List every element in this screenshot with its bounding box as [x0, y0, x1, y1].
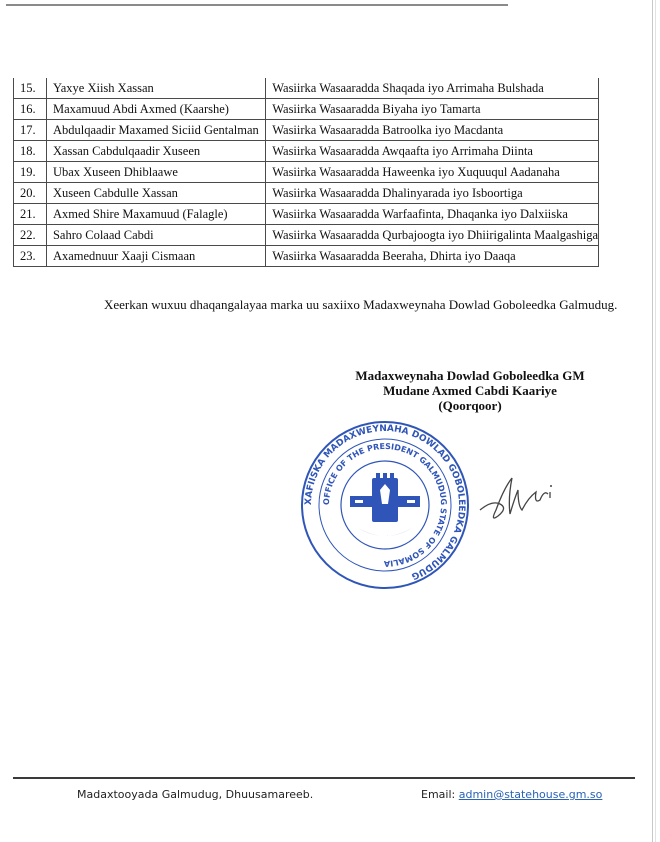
seal-inner-text: OFFICE OF THE PRESIDENT GALMUDUG STATE OF SOMALIA — [321, 441, 449, 569]
row-number: 22. — [14, 225, 47, 246]
table-row — [14, 78, 599, 99]
official-seal — [300, 420, 470, 590]
minister-name: Abdulqaadir Maxamed Siciid Gentalman — [46, 120, 265, 141]
signatory-nickname: (Qoorqoor) — [438, 398, 502, 413]
ministry-title: Wasiirka Wasaaradda Dhalinyarada iyo Isboortiga — [266, 183, 599, 204]
ministry-title: Wasiirka Wasaaradda Biyaha iyo Tamarta — [266, 99, 599, 120]
page-edge — [652, 0, 653, 842]
minister-name: Axamednuur Xaaji Cismaan — [46, 246, 265, 267]
ministry-title: Wasiirka Wasaaradda Haweenka iyo Xuquuqul Aadanaha — [266, 162, 599, 183]
ministry-title: Wasiirka Wasaaradda Awqaafta iyo Arrimaha Diinta — [266, 141, 599, 162]
handwritten-signature-icon — [478, 470, 568, 530]
ministry-title: Wasiirka Wasaaradda Shaqada iyo Arrimaha Bulshada — [266, 78, 599, 99]
ministry-title: Wasiirka Wasaaradda Beeraha, Dhirta iyo Daaqa — [266, 246, 599, 267]
row-number: 21. — [14, 204, 47, 225]
table-row — [14, 246, 599, 267]
table-row — [14, 120, 599, 141]
minister-name: Axmed Shire Maxamuud (Falagle) — [46, 204, 265, 225]
footer-address: Madaxtooyada Galmudug, Dhuusamareeb. — [77, 788, 314, 801]
row-number: 23. — [14, 246, 47, 267]
ministry-title: Wasiirka Wasaaradda Batroolka iyo Macdanta — [266, 120, 599, 141]
footer-contact — [421, 788, 602, 801]
signatory-block — [340, 368, 600, 413]
signatory-name: Mudane Axmed Cabdi Kaariye — [383, 383, 557, 398]
row-number: 19. — [14, 162, 47, 183]
row-number: 20. — [14, 183, 47, 204]
table-row — [14, 204, 599, 225]
ministry-title: Wasiirka Wasaaradda Qurbajoogta iyo Dhiirigalinta Maalgashiga — [266, 225, 599, 246]
seal-outer-text: XAFIISKA MADAXWEYNAHA DOWLAD GOBOLEEDKA GALMUDUG — [303, 423, 467, 581]
row-number: 18. — [14, 141, 47, 162]
footer-divider — [13, 777, 635, 779]
page-edge — [655, 0, 656, 842]
minister-name: Xuseen Cabdulle Xassan — [46, 183, 265, 204]
row-number: 16. — [14, 99, 47, 120]
row-number: 17. — [14, 120, 47, 141]
page-edge — [6, 4, 508, 6]
table-row — [14, 99, 599, 120]
seal-emblem-icon — [300, 420, 470, 590]
minister-name: Maxamuud Abdi Axmed (Kaarshe) — [46, 99, 265, 120]
minister-name: Ubax Xuseen Dhiblaawe — [46, 162, 265, 183]
closing-statement: Xeerkan wuxuu dhaqangalayaa marka uu saxiixo Madaxweynaha Dowlad Goboleedka Galmudug. — [104, 297, 618, 312]
row-number: 15. — [14, 78, 47, 99]
table-row — [14, 141, 599, 162]
ministers-table — [13, 78, 599, 267]
email-link[interactable]: admin@statehouse.gm.so — [458, 788, 603, 801]
minister-name: Yaxye Xiish Xassan — [46, 78, 265, 99]
minister-name: Sahro Colaad Cabdi — [46, 225, 265, 246]
table-row — [14, 183, 599, 204]
signatory-title: Madaxweynaha Dowlad Goboleedka GM — [355, 368, 585, 383]
email-label: Email: — [421, 788, 459, 801]
table-row — [14, 162, 599, 183]
table-row — [14, 225, 599, 246]
ministry-title: Wasiirka Wasaaradda Warfaafinta, Dhaqanka iyo Dalxiiska — [266, 204, 599, 225]
minister-name: Xassan Cabdulqaadir Xuseen — [46, 141, 265, 162]
